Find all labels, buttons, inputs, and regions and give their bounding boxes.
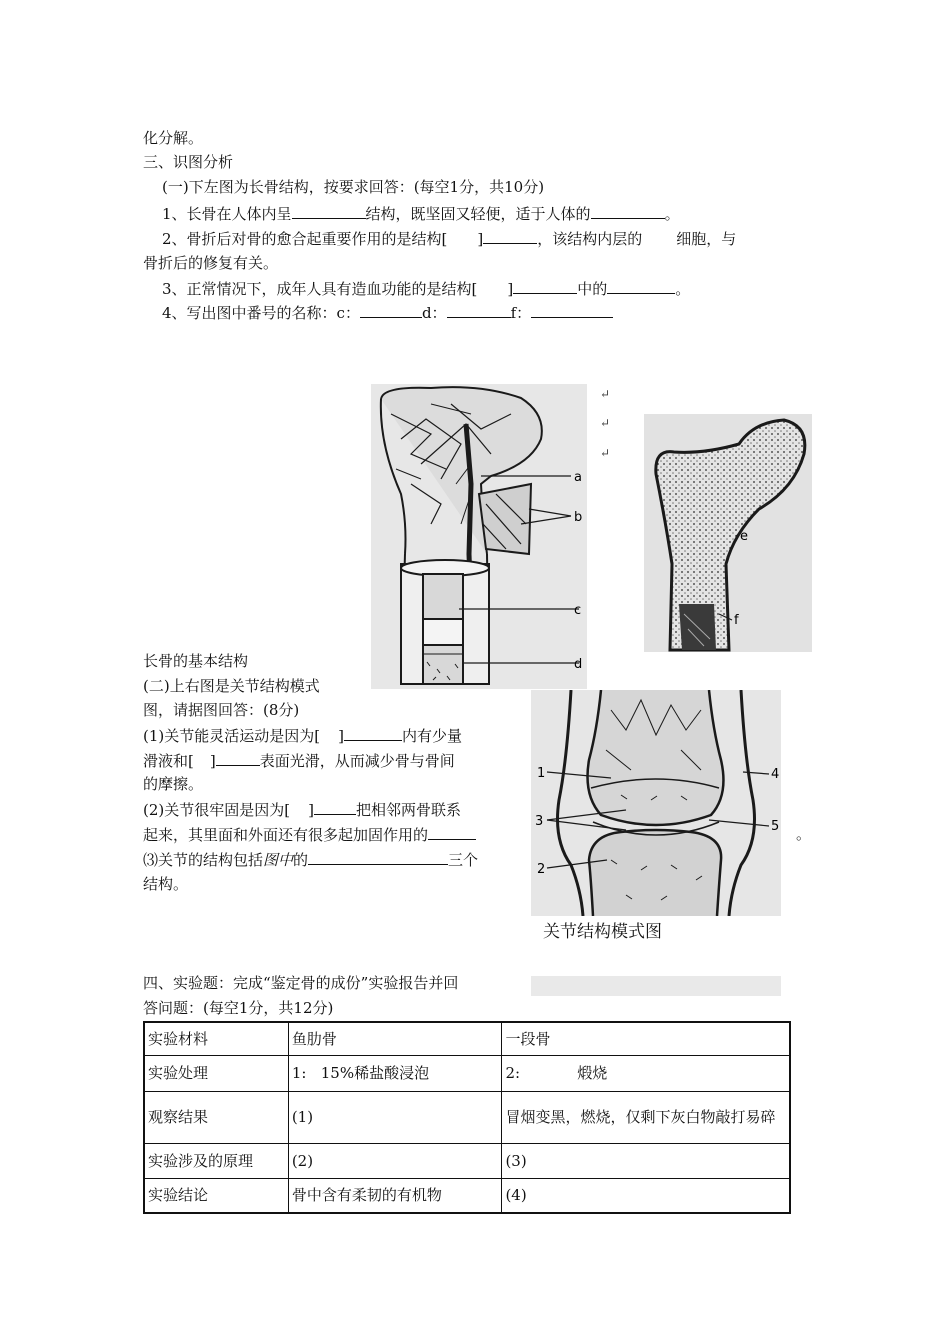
table-row (144, 1022, 790, 1055)
femur-label: e (740, 529, 748, 544)
question-1 (162, 203, 680, 224)
p2q2-text-d: 起来，其里面和外面还有很多起加固作用的 (143, 826, 429, 844)
table-row (144, 1178, 790, 1213)
joint-label: 2 (537, 862, 546, 877)
table-cell: 一段骨 (502, 1022, 790, 1055)
p2q3-text-c: 三个 (448, 851, 479, 869)
part2-heading-line2: 图，请据图回答：(8分) (143, 701, 300, 719)
question-2-cont: 骨折后的修复有关。 (143, 254, 279, 272)
experiment-table (143, 1021, 791, 1214)
answer-blank[interactable] (216, 750, 260, 766)
p2q3-text-b: 的 (293, 851, 309, 869)
part2-question-1 (143, 725, 462, 746)
table-cell: 1: 15%稀盐酸浸泡 (288, 1055, 502, 1091)
q3-text-c: 中的 (577, 280, 608, 298)
answer-blank[interactable] (483, 228, 537, 244)
p2q2-text-b: ] (308, 801, 314, 819)
question-2 (162, 228, 736, 249)
joint-figure (531, 690, 781, 916)
q4-text-c: f： (510, 304, 532, 322)
p2q1-text-c: 内有少量 (401, 727, 462, 745)
joint-label: 1 (537, 766, 546, 781)
answer-blank[interactable] (447, 302, 511, 318)
section3-heading: 三、识图分析 (143, 153, 234, 171)
table-cell: 实验材料 (144, 1022, 288, 1055)
answer-blank[interactable] (513, 278, 577, 294)
table-cell: 实验结论 (144, 1178, 288, 1213)
table-row (144, 1091, 790, 1143)
q2-text-a: 2、骨折后对骨的愈合起重要作用的是结构[ (162, 230, 448, 248)
table-row (144, 1055, 790, 1091)
joint-label: 4 (771, 767, 780, 782)
question-3 (162, 278, 690, 299)
part2-question-3-end: 结构。 (143, 875, 189, 893)
part2-question-1-cont (143, 750, 455, 771)
p2q2-text-a: (2)关节很牢固是因为[ (143, 801, 291, 819)
q1-text-c: 。 (664, 205, 680, 223)
p2q1-text-d: 滑液和[ (143, 752, 194, 770)
joint-caption: 关节结构模式图 (543, 922, 662, 942)
table-cell: 鱼肋骨 (288, 1022, 502, 1055)
part2-question-1-end: 的摩擦。 (143, 775, 204, 793)
p2q1-text-b: ] (338, 727, 344, 745)
q2-text-c: ，该结构内层的 (537, 230, 643, 248)
paragraph-mark: ↵ (600, 416, 611, 430)
table-cell: 实验涉及的原理 (144, 1143, 288, 1178)
table-cell[interactable]: (4) (502, 1178, 790, 1213)
long-bone-label: d (574, 657, 583, 672)
joint-figure-scan-edge (531, 976, 781, 996)
q3-text-a: 3、正常情况下，成年人具有造血功能的是结构[ (162, 280, 478, 298)
intro-tail: 化分解。 (143, 129, 204, 147)
trailing-period: 。 (796, 825, 812, 843)
p2q1-text-f: 表面光滑，从而减少骨与骨间 (259, 752, 455, 770)
part1-heading: (一)下左图为长骨结构，按要求回答：(每空1分，共10分) (162, 178, 545, 196)
q3-text-b: ] (507, 280, 514, 298)
table-cell: 实验处理 (144, 1055, 288, 1091)
part2-question-2-cont (143, 824, 476, 845)
answer-blank[interactable] (308, 849, 448, 865)
answer-blank[interactable] (607, 278, 675, 294)
long-bone-caption: 长骨的基本结构 (143, 652, 249, 670)
answer-blank[interactable] (344, 725, 402, 741)
table-cell[interactable]: (1) (288, 1091, 502, 1143)
long-bone-label: c (574, 603, 582, 618)
long-bone-figure (371, 384, 587, 689)
table-cell: 观察结果 (144, 1091, 288, 1143)
q4-text-b: d： (421, 304, 447, 322)
femur-figure (644, 414, 812, 652)
paragraph-mark: ↵ (600, 387, 611, 401)
table-cell: 冒烟变黑，燃烧，仅剩下灰白物敲打易碎 (502, 1091, 790, 1143)
q4-text-a: 4、写出图中番号的名称：c： (162, 304, 360, 322)
part2-question-2 (143, 799, 461, 820)
part2-heading-line1: (二)上右图是关节结构模式 (143, 677, 320, 695)
section4-heading-line1: 四、实验题：完成“鉴定骨的成份”实验报告并回 (143, 974, 459, 992)
p2q1-text-e: ] (209, 752, 216, 770)
long-bone-label: a (574, 470, 582, 485)
joint-label: 3 (535, 814, 544, 829)
q2-text-d: 细胞，与 (676, 230, 737, 248)
paragraph-mark: ↵ (600, 446, 611, 460)
section4-heading-line2: 答问题：(每空1分，共12分) (143, 999, 334, 1017)
table-cell[interactable]: (2) (288, 1143, 502, 1178)
femur-label: f (734, 613, 739, 628)
part2-question-3 (143, 849, 478, 870)
p2q3-italic: 图中 (263, 851, 294, 869)
p2q3-text-a: ⑶关节的结构包括 (143, 851, 264, 869)
answer-blank[interactable] (360, 302, 422, 318)
p2q2-text-c: 把相邻两骨联系 (355, 801, 461, 819)
answer-blank[interactable] (428, 824, 476, 840)
p2q1-text-a: (1)关节能灵活运动是因为[ (143, 727, 321, 745)
table-cell: 骨中含有柔韧的有机物 (288, 1178, 502, 1213)
question-4 (162, 302, 613, 323)
answer-blank[interactable] (591, 203, 665, 219)
table-cell: 2: 煅烧 (502, 1055, 790, 1091)
joint-label: 5 (771, 819, 780, 834)
q2-text-b: ] (477, 230, 484, 248)
q3-text-d: 。 (675, 280, 691, 298)
table-row (144, 1143, 790, 1178)
answer-blank[interactable] (314, 799, 356, 815)
answer-blank[interactable] (292, 203, 366, 219)
long-bone-label: b (574, 510, 583, 525)
q1-text-b: 结构，既坚固又轻便，适于人体的 (365, 205, 591, 223)
answer-blank[interactable] (531, 302, 613, 318)
table-cell[interactable]: (3) (502, 1143, 790, 1178)
q1-text-a: 1、长骨在人体内呈 (162, 205, 292, 223)
